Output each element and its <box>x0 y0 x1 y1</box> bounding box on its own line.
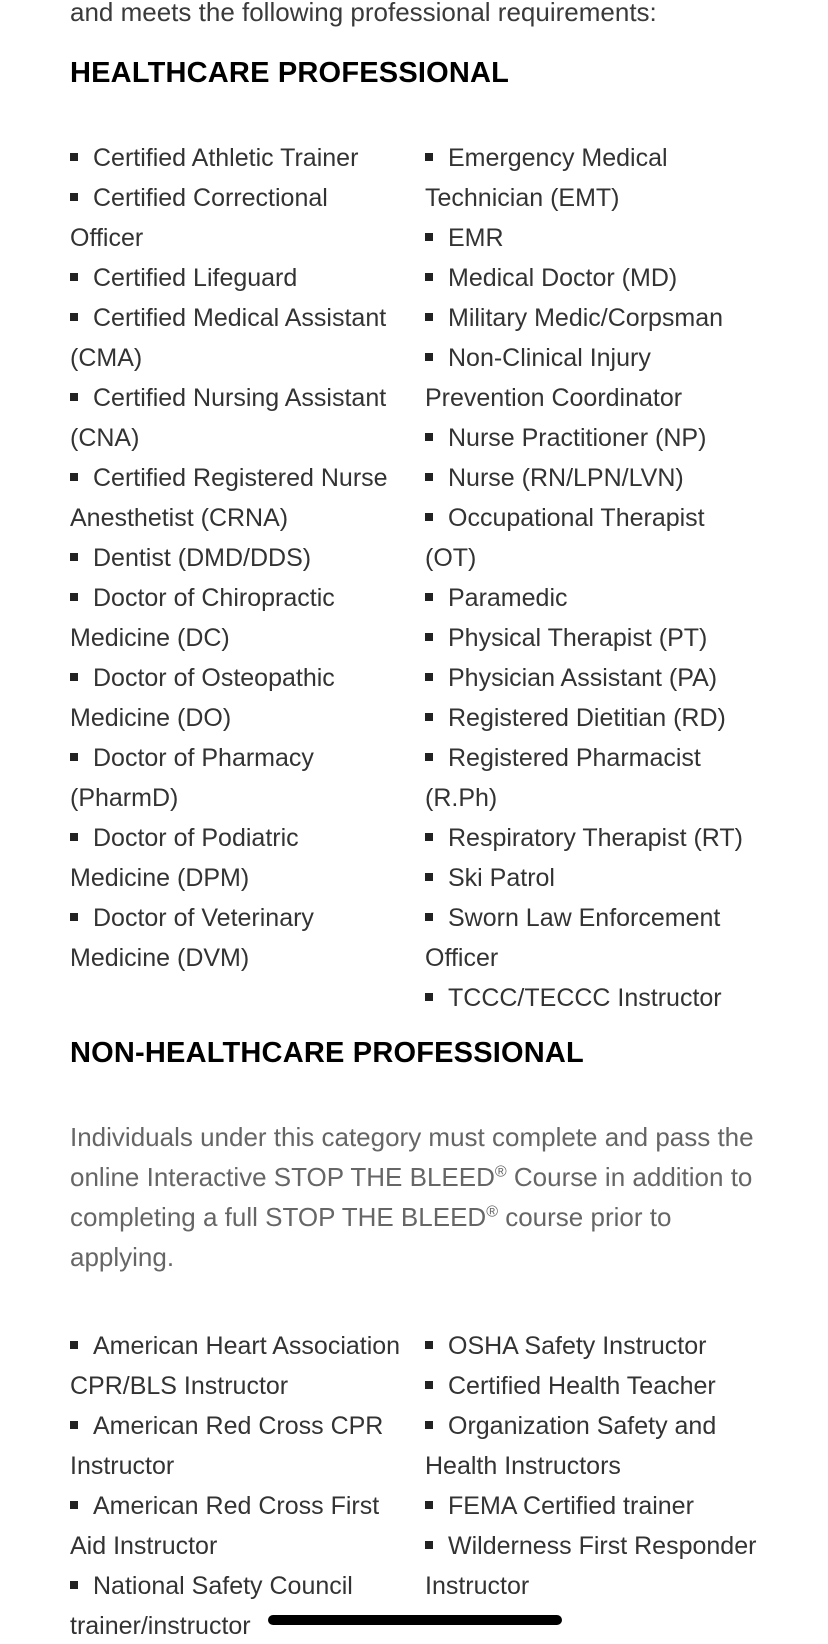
bullet-icon <box>425 673 433 681</box>
bullet-icon <box>425 313 433 321</box>
list-item: Respiratory Therapist (RT) <box>425 818 760 858</box>
list-item: Paramedic <box>425 578 760 618</box>
list-item: Non-Clinical Injury Prevention Coordinator <box>425 344 683 412</box>
list-item: Nurse Practitioner (NP) <box>425 418 760 458</box>
list-item: Military Medic/Corpsman <box>425 298 760 338</box>
list-item: Certified Health Teacher <box>425 1366 760 1406</box>
bullet-icon <box>425 1381 433 1389</box>
bullet-icon <box>425 913 433 921</box>
bullet-icon <box>70 393 78 401</box>
list-item: Emergency Medical Technician (EMT) <box>425 144 668 212</box>
bullet-icon <box>425 513 433 521</box>
bullet-icon <box>70 913 78 921</box>
bullet-icon <box>425 593 433 601</box>
non-healthcare-description: Individuals under this category must complete and pass the online Interactive STOP THE BLEED® Course in addition to completing a full STOP THE BLEED® course prior to applying. <box>70 1122 754 1272</box>
bullet-icon <box>70 1421 78 1429</box>
list-item: FEMA Certified trainer <box>425 1486 760 1526</box>
list-item: Occupational Therapist (OT) <box>425 504 705 572</box>
bullet-icon <box>70 153 78 161</box>
list-item: National Safety Council trainer/instructor <box>70 1572 353 1640</box>
list-item: Certified Medical Assistant (CMA) <box>70 304 387 372</box>
healthcare-list <box>70 138 760 1020</box>
bullet-icon <box>425 1541 433 1549</box>
bullet-icon <box>425 153 433 161</box>
bullet-icon <box>425 833 433 841</box>
bullet-icon <box>425 1421 433 1429</box>
non-healthcare-list <box>70 1326 760 1644</box>
list-item: Doctor of Osteopathic Medicine (DO) <box>70 664 335 732</box>
bullet-icon <box>425 233 433 241</box>
list-item: Doctor of Podiatric Medicine (DPM) <box>70 824 299 892</box>
list-item: Certified Registered Nurse Anesthetist (CRNA) <box>70 464 388 532</box>
bullet-icon <box>425 353 433 361</box>
list-item: American Red Cross First Aid Instructor <box>70 1492 380 1560</box>
list-item: Doctor of Chiropractic Medicine (DC) <box>70 584 335 652</box>
bullet-icon <box>70 1341 78 1349</box>
list-item: EMR <box>425 218 760 258</box>
list-item: Sworn Law Enforcement Officer <box>425 904 721 972</box>
list-item: Nurse (RN/LPN/LVN) <box>425 458 760 498</box>
bullet-icon <box>70 273 78 281</box>
list-item: Doctor of Pharmacy (PharmD) <box>70 744 314 812</box>
bullet-icon <box>70 193 78 201</box>
bullet-icon <box>70 313 78 321</box>
list-item: Medical Doctor (MD) <box>425 258 760 298</box>
list-item: American Heart Association CPR/BLS Instructor <box>70 1332 401 1400</box>
bullet-icon <box>70 1581 78 1589</box>
list-item: Certified Correctional Officer <box>70 184 328 252</box>
bullet-icon <box>70 753 78 761</box>
list-item: Wilderness First Responder Instructor <box>425 1532 757 1600</box>
bullet-icon <box>70 553 78 561</box>
bullet-icon <box>425 473 433 481</box>
list-item: OSHA Safety Instructor <box>425 1326 760 1366</box>
intro-text: and meets the following professional requirements: <box>70 0 657 27</box>
list-item: Certified Nursing Assistant (CNA) <box>70 384 387 452</box>
list-item: Certified Athletic Trainer <box>70 138 405 178</box>
bullet-icon <box>70 593 78 601</box>
bullet-icon <box>70 673 78 681</box>
healthcare-heading: HEALTHCARE PROFESSIONAL <box>70 57 510 89</box>
bullet-icon <box>425 873 433 881</box>
bullet-icon <box>425 433 433 441</box>
registered-mark: ® <box>494 1163 507 1181</box>
list-item: Registered Pharmacist (R.Ph) <box>425 744 701 812</box>
list-item: TCCC/TECCC Instructor <box>425 978 760 1018</box>
bullet-icon <box>425 1501 433 1509</box>
bullet-icon <box>425 753 433 761</box>
bullet-icon <box>70 473 78 481</box>
list-item: Dentist (DMD/DDS) <box>70 538 405 578</box>
bullet-icon <box>425 1341 433 1349</box>
list-item: Ski Patrol <box>425 858 760 898</box>
list-item: Organization Safety and Health Instructors <box>425 1412 717 1480</box>
bullet-icon <box>70 833 78 841</box>
bullet-icon <box>425 993 433 1001</box>
list-item: American Red Cross CPR Instructor <box>70 1412 384 1480</box>
home-indicator[interactable] <box>268 1615 562 1625</box>
bullet-icon <box>70 1501 78 1509</box>
list-item: Physical Therapist (PT) <box>425 618 760 658</box>
list-item: Doctor of Veterinary Medicine (DVM) <box>70 904 314 972</box>
list-item: Certified Lifeguard <box>70 258 405 298</box>
bullet-icon <box>425 633 433 641</box>
non-healthcare-heading: NON-HEALTHCARE PROFESSIONAL <box>70 1037 584 1069</box>
list-item: Physician Assistant (PA) <box>425 658 760 698</box>
list-item: Registered Dietitian (RD) <box>425 698 760 738</box>
bullet-icon <box>425 273 433 281</box>
bullet-icon <box>425 713 433 721</box>
registered-mark: ® <box>486 1203 498 1221</box>
